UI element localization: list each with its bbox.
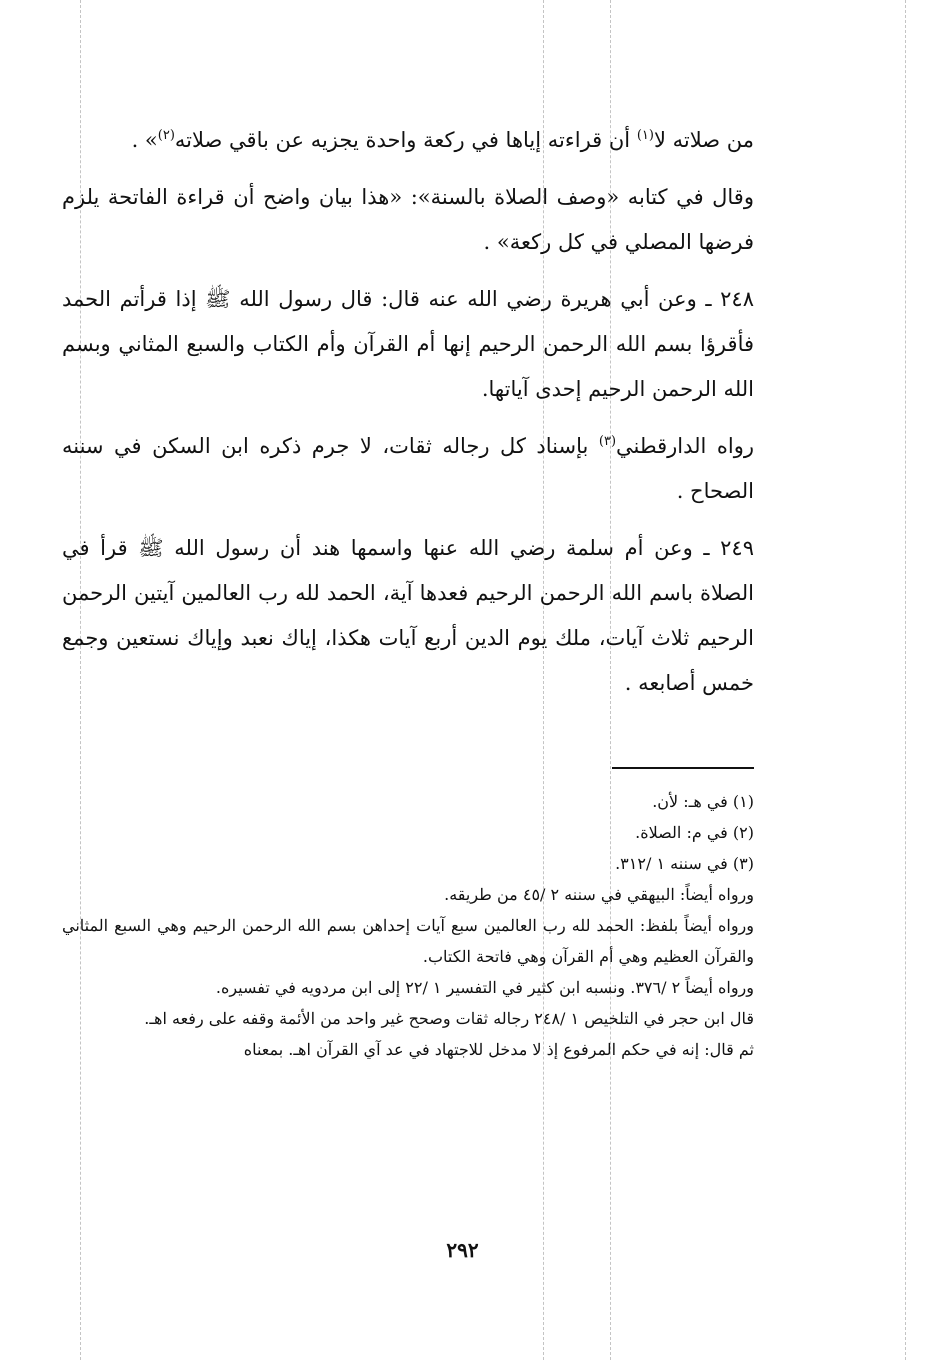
footnote-3-continuation: ورواه أيضاً: البيهقي في سننه ٢ /٤٥ من طريقه. xyxy=(444,885,754,904)
footnote-marker: (١) xyxy=(636,128,654,143)
footnote-1: (١) في هـ: لأن. xyxy=(652,792,754,811)
footnote-3-continuation: ثم قال: إنه في حكم المرفوع إذ لا مدخل للاجتهاد في عد آي القرآن اهـ. بمعناه xyxy=(243,1040,754,1059)
page-number: ٢٩٢ xyxy=(446,1238,479,1262)
paragraph-text: رواه الدارقطني xyxy=(616,434,754,458)
footnote-3-continuation: قال ابن حجر في التلخيص ١ /٢٤٨ رجاله ثقات وصحح غير واحد من الأئمة وقفه على رفعه اهـ. xyxy=(144,1009,754,1028)
paragraph-text: أن قراءته إياها في ركعة واحدة يجزيه عن باقي صلاته xyxy=(174,128,637,152)
paragraph-text: » . xyxy=(131,128,158,152)
footnote-3-continuation: ورواه أيضاً ٢ /٣٧٦. ونسبه ابن كثير في التفسير ١ /٢٢ إلى ابن مردويه في تفسيره. xyxy=(215,978,754,997)
footnote-3: (٣) في سننه ١ /٣١٢. xyxy=(615,854,754,873)
footnote-marker: (٣) xyxy=(598,434,617,449)
footnote-2: (٢) في م: الصلاة. xyxy=(635,823,754,842)
paragraph-text: من صلاته لا xyxy=(653,128,754,152)
paragraph-quote: وقال في كتابه «وصف الصلاة بالسنة»: «هذا بيان واضح أن قراءة الفاتحة يلزم فرضها المصلي في كل ركعة» . xyxy=(62,185,754,254)
paragraph-narration xyxy=(62,424,754,514)
footnotes xyxy=(62,786,754,1065)
paragraph-text: بإسناد كل رجاله ثقات، لا جرم ذكره ابن السكن في سننه الصحاح . xyxy=(62,434,754,503)
footnote-3-continuation: ورواه أيضاً بلفظ: الحمد لله رب العالمين سبع آيات إحداهن بسم الله الرحمن الرحيم وهي السبع المثاني والقرآن العظيم وهي أم القرآن وهي فاتحة الكتاب. xyxy=(62,916,754,966)
hadith-248: ٢٤٨ ـ وعن أبي هريرة رضي الله عنه قال: قال رسول الله ﷺ إذا قرأتم الحمد فأقرؤا بسم الله الرحمن الرحيم إنها أم القرآن وأم الكتاب والسبع المثاني وبسم الله الرحمن الرحيم إحدى آياتها. xyxy=(62,287,754,401)
scan-guide-line xyxy=(905,0,906,1360)
main-text xyxy=(62,118,754,718)
footnote-marker: (٢) xyxy=(157,128,175,143)
hadith-249: ٢٤٩ ـ وعن أم سلمة رضي الله عنها واسمها هند أن رسول الله ﷺ قرأ في الصلاة باسم الله الرحمن الرحيم فعدها آية، الحمد لله رب العالمين آيتين الرحمن الرحيم ثلاث آيات، ملك يوم الدين أربع آيات هكذا، إياك نعبد وإياك نستعين وجمع خمس أصابعه . xyxy=(62,536,754,695)
footnote-separator xyxy=(612,767,754,769)
paragraph-continuation xyxy=(62,118,754,163)
